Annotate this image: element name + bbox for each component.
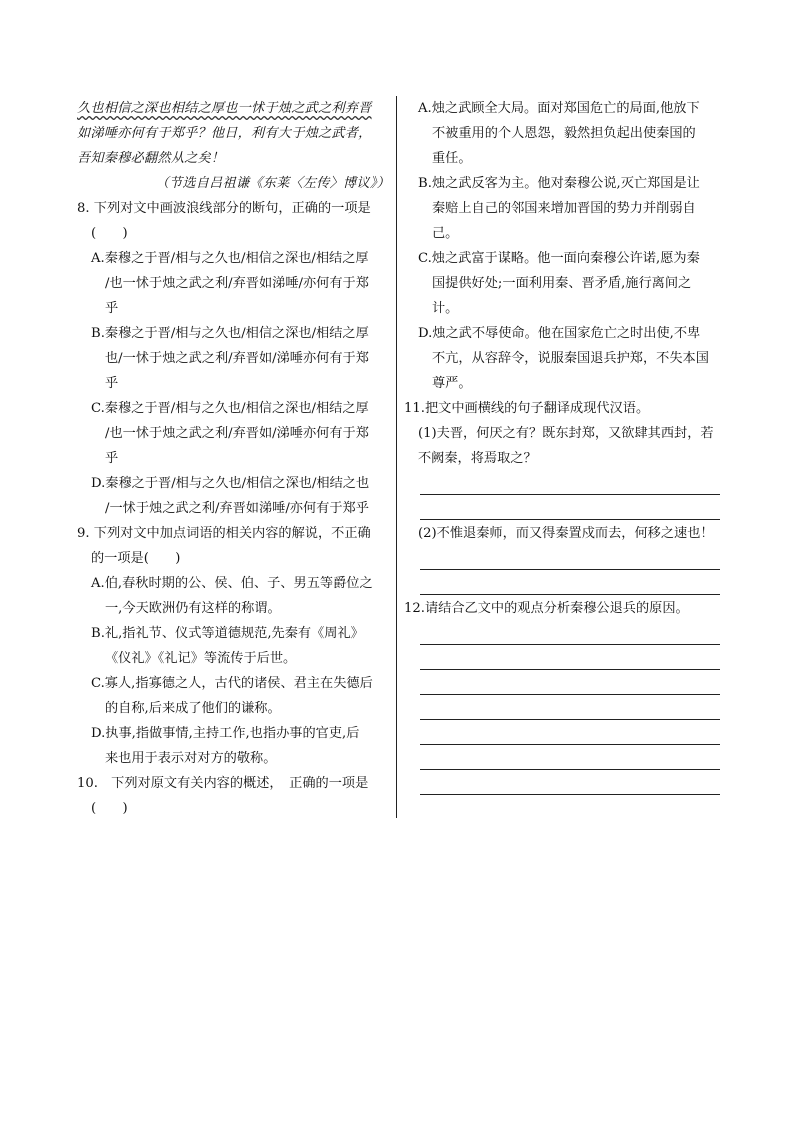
q12-stem: 12.请结合乙文中的观点分析秦穆公退兵的原因。 (404, 601, 689, 616)
q10-stem: 10. 下列对原文有关内容的概述， 正确的一项是 (77, 776, 369, 791)
passage-line-2: 如涕唾亦何有于郑乎？他日，利有大于烛之武者， (77, 126, 372, 141)
q9-option-a[interactable] (77, 571, 390, 621)
q8-option-c-line2: /也一怵于烛之武之利/弃晋如/涕唾亦何有于郑 (105, 426, 369, 441)
q10-option-d[interactable] (404, 321, 720, 396)
q11-sub1-answer-line-1[interactable] (420, 471, 720, 495)
q10-option-a-line2: 不被重用的个人恩怨，毅然担负起出使秦国的 (432, 126, 696, 141)
q9-option-b-line1: B.礼,指礼节、仪式等道德规范,先秦有《周礼》 (91, 626, 364, 641)
q11-sub2-answer-line-1[interactable] (420, 546, 720, 570)
q9-option-d-line2: 来也用于表示对对方的敬称。 (105, 751, 277, 766)
q12-answer-line-4[interactable] (420, 696, 720, 720)
q10-answer-bracket: ( ) (91, 801, 128, 816)
q9-option-b[interactable] (77, 621, 390, 671)
passage-line-1: 久也相信之深也相结之厚也一怵于烛之武之利弃晋 (77, 101, 372, 116)
q11-sub2: (2)不惟退秦师，而又得秦置戍而去，何移之速也！ (418, 526, 714, 541)
q11-sub1-line2: 不阙秦，将焉取之？ (418, 451, 537, 466)
q9-option-c-line2: 的自称,后来成了他们的谦称。 (105, 701, 281, 716)
q10-option-c-line2: 国提供好处;一面利用秦、晋矛盾,施行离间之 (432, 276, 692, 291)
q11-stem: 11.把文中画横线的句子翻译成现代汉语。 (404, 401, 650, 416)
q8-option-d[interactable] (77, 471, 390, 521)
q8-option-c-line1: C.秦穆之于晋/相与之久也/相信之深也/相结之厚 (91, 401, 369, 416)
q12-answer-line-5[interactable] (420, 721, 720, 745)
q8-option-a-line1: A.秦穆之于晋/相与之久也/相信之深也/相结之厚 (91, 251, 369, 266)
q10-option-d-line2: 不亢，从容辞令，说服秦国退兵护郑，不失本国 (432, 351, 709, 366)
q12-answer-line-6[interactable] (420, 746, 720, 770)
q8-option-a-line2: /也一怵于烛之武之利/弃晋如涕唾/亦何有于郑 (105, 276, 369, 291)
passage-source: （节选自吕祖谦《东莱〈左传〉博议》） (155, 176, 390, 191)
q11-sub2-answer-line-2[interactable] (420, 571, 720, 595)
q10-option-b-line2: 秦赔上自己的邻国来增加晋国的势力并削弱自 (432, 201, 696, 216)
q8-option-b-line3: 乎 (105, 376, 119, 391)
q8-option-a-line3: 乎 (105, 301, 119, 316)
q12-answer-line-3[interactable] (420, 671, 720, 695)
q8-option-d-line2: /一怵于烛之武之利/弃晋如涕唾/亦何有于郑乎 (105, 501, 369, 516)
q10-option-d-line1: D.烛之武不辱使命。他在国家危亡之时出使,不卑 (418, 326, 701, 341)
q8-option-c[interactable] (77, 396, 390, 471)
q10-option-c[interactable] (404, 246, 720, 321)
q8-stem: 8. 下列对文中画波浪线部分的断句，正确的一项是 (77, 201, 371, 216)
q8-answer-bracket: ( ) (91, 226, 128, 241)
q11-sub1-line1: (1)夫晋，何厌之有？既东封郑，又欲肆其西封，若 (418, 426, 714, 441)
q9-option-c-line1: C.寡人,指寡德之人，古代的诸侯、君主在失德后 (91, 676, 373, 691)
q8-option-b[interactable] (77, 321, 390, 396)
q12-answer-line-2[interactable] (420, 646, 720, 670)
left-column (77, 96, 390, 821)
q10-option-c-line1: C.烛之武富于谋略。他一面向秦穆公许诺,愿为秦 (418, 251, 700, 266)
q11-sub1-answer-line-2[interactable] (420, 496, 720, 520)
q9-stem: 9. 下列对文中加点词语的相关内容的解说，不正确 (77, 526, 371, 541)
q8-option-b-line1: B.秦穆之于晋/相与之久也/相信之深也/相结之厚 (91, 326, 369, 341)
q10-option-d-line3: 尊严。 (432, 376, 472, 391)
q10-option-a-line3: 重任。 (432, 151, 472, 166)
q9-option-b-line2: 《仪礼》《礼记》等流传于后世。 (105, 651, 297, 666)
q8-option-d-line1: D.秦穆之于晋/相与之久也/相信之深也/相结之也 (91, 476, 370, 491)
q10-option-b[interactable] (404, 171, 720, 246)
q9-option-d-line1: D.执事,指做事情,主持工作,也指办事的官吏,后 (91, 726, 360, 741)
q9-option-a-line1: A.伯,春秋时期的公、侯、伯、子、男五等爵位之 (91, 576, 373, 591)
q8-option-b-line2: 也/一怵于烛之武之利/弃晋如/涕唾亦何有于郑 (105, 351, 369, 366)
q9-stem-cont: 的一项是( ) (91, 551, 181, 566)
q10-option-b-line1: B.烛之武反客为主。他对秦穆公说,灭亡郑国是让 (418, 176, 700, 191)
q8-option-c-line3: 乎 (105, 451, 119, 466)
column-divider (396, 96, 397, 818)
q10-option-b-line3: 己。 (432, 226, 459, 241)
right-column (404, 96, 720, 796)
q10-option-a[interactable] (404, 96, 720, 171)
q9-option-c[interactable] (77, 671, 390, 721)
q9-option-a-line2: 一,今天欧洲仍有这样的称谓。 (105, 601, 281, 616)
q12-answer-line-7[interactable] (420, 771, 720, 795)
q8-option-a[interactable] (77, 246, 390, 321)
q10-option-c-line3: 计。 (432, 301, 459, 316)
q12-answer-line-1[interactable] (420, 621, 720, 645)
q9-option-d[interactable] (77, 721, 390, 771)
passage-line-3: 吾知秦穆必翻然从之矣！ (77, 151, 225, 166)
q10-option-a-line1: A.烛之武顾全大局。面对郑国危亡的局面,他放下 (418, 101, 700, 116)
